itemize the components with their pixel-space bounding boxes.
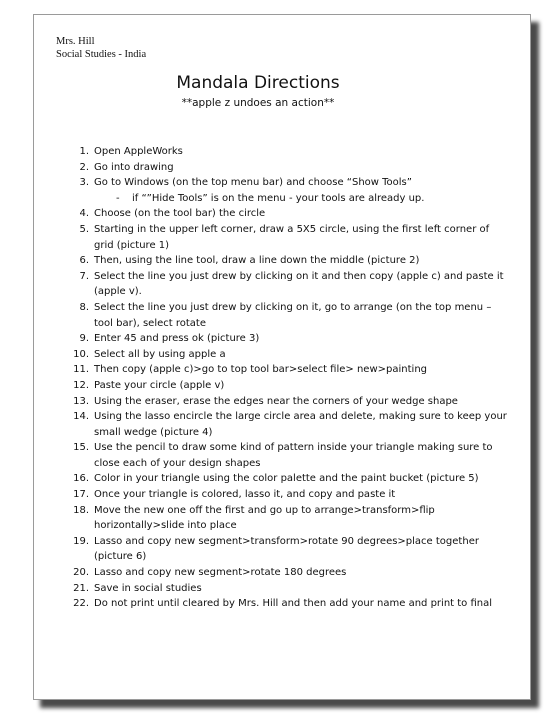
- course-name: Social Studies - India: [56, 49, 147, 60]
- step-text: Color in your triangle using the color palette and the paint bucket (picture 5): [94, 473, 479, 485]
- step-number: 3.: [79, 177, 89, 189]
- page-subtitle: **apple z undoes an action**: [181, 97, 335, 109]
- step-number: 1.: [79, 146, 89, 157]
- step-number: 15.: [73, 442, 89, 454]
- step-number: 10.: [73, 348, 89, 360]
- list-item: [68, 300, 508, 331]
- list-item: [68, 471, 508, 487]
- list-item: [68, 378, 508, 394]
- step-number: 18.: [73, 504, 89, 516]
- step-text: Then copy (apple c)>go to top tool bar>select file> new>painting: [94, 364, 427, 376]
- list-item: [68, 175, 508, 191]
- list-item: [68, 487, 508, 503]
- step-text: Select all by using apple a: [94, 348, 226, 360]
- step-text: Then, using the line tool, draw a line down the middle (picture 2): [94, 255, 420, 267]
- step-number: 19.: [73, 535, 89, 547]
- step-number: 14.: [73, 411, 89, 423]
- step-number: 22.: [73, 598, 89, 610]
- step-number: 13.: [73, 395, 89, 407]
- step-number: 21.: [73, 582, 89, 594]
- list-item: [68, 347, 508, 363]
- step-text: Choose (on the tool bar) the circle: [94, 208, 266, 220]
- step-text: Go to Windows (on the top menu bar) and choose “Show Tools”: [94, 177, 412, 189]
- step-number: 12.: [73, 379, 89, 391]
- bullet-dash: -: [116, 192, 120, 204]
- list-item: [68, 362, 508, 378]
- step-text: Starting in the upper left corner, draw a 5X5 circle, using the first left corner of grid (picture 1): [94, 223, 490, 251]
- step-number: 11.: [73, 364, 89, 376]
- list-item: [68, 503, 508, 534]
- list-item: [68, 253, 508, 269]
- step-text: Move the new one off the first and go up to arrange>transform>flip horizontally>slide into place: [94, 504, 435, 532]
- list-item: [68, 222, 508, 253]
- document-page: [33, 14, 531, 700]
- step-number: 20.: [73, 567, 89, 579]
- step-number: 16.: [73, 473, 89, 485]
- step-number: 6.: [79, 255, 89, 267]
- step-text: Open AppleWorks: [94, 146, 183, 157]
- list-item: [68, 144, 508, 160]
- step-number: 9.: [79, 333, 89, 345]
- step-text: Save in social studies: [94, 582, 202, 594]
- list-item: [68, 394, 508, 410]
- teacher-name: Mrs. Hill: [56, 36, 95, 47]
- step-text: Select the line you just drew by clicking on it and then copy (apple c) and paste it (apple v).: [94, 270, 504, 298]
- sub-step-text: if “”Hide Tools” is on the menu - your tools are already up.: [132, 192, 425, 204]
- list-item: [68, 565, 508, 581]
- list-item: [68, 269, 508, 300]
- page-title: Mandala Directions: [176, 73, 340, 93]
- list-item: [68, 534, 508, 565]
- step-number: 5.: [79, 223, 89, 235]
- step-text: Paste your circle (apple v): [94, 379, 225, 391]
- step-text: Go into drawing: [94, 161, 174, 173]
- list-item: [68, 581, 508, 597]
- list-item: [68, 409, 508, 440]
- step-text: Do not print until cleared by Mrs. Hill and then add your name and print to final: [94, 598, 493, 610]
- list-item: [68, 596, 508, 612]
- step-text: Using the lasso encircle the large circle area and delete, making sure to keep your small wedge (picture 4): [94, 411, 507, 438]
- list-item: [68, 160, 508, 176]
- list-item: [68, 331, 508, 347]
- step-text: Use the pencil to draw some kind of pattern inside your triangle making sure to close each of your design shapes: [94, 442, 493, 469]
- step-number: 2.: [79, 161, 89, 173]
- step-text: Lasso and copy new segment>transform>rotate 90 degrees>place together (picture 6): [94, 535, 479, 563]
- document-header: [56, 35, 146, 61]
- step-number: 17.: [73, 489, 89, 501]
- step-number: 8.: [79, 301, 89, 313]
- step-number: 4.: [79, 208, 89, 220]
- list-item: [68, 206, 508, 222]
- directions-list: [68, 144, 508, 612]
- sub-list-item: [68, 191, 508, 207]
- step-text: Once your triangle is colored, lasso it, and copy and paste it: [94, 489, 396, 501]
- step-text: Lasso and copy new segment>rotate 180 degrees: [94, 567, 347, 579]
- step-text: Enter 45 and press ok (picture 3): [94, 333, 260, 345]
- step-number: 7.: [79, 270, 89, 282]
- step-text: Select the line you just drew by clicking on it, go to arrange (on the top menu – tool bar), select rotate: [94, 301, 492, 329]
- step-text: Using the eraser, erase the edges near the corners of your wedge shape: [94, 395, 458, 407]
- list-item: [68, 440, 508, 471]
